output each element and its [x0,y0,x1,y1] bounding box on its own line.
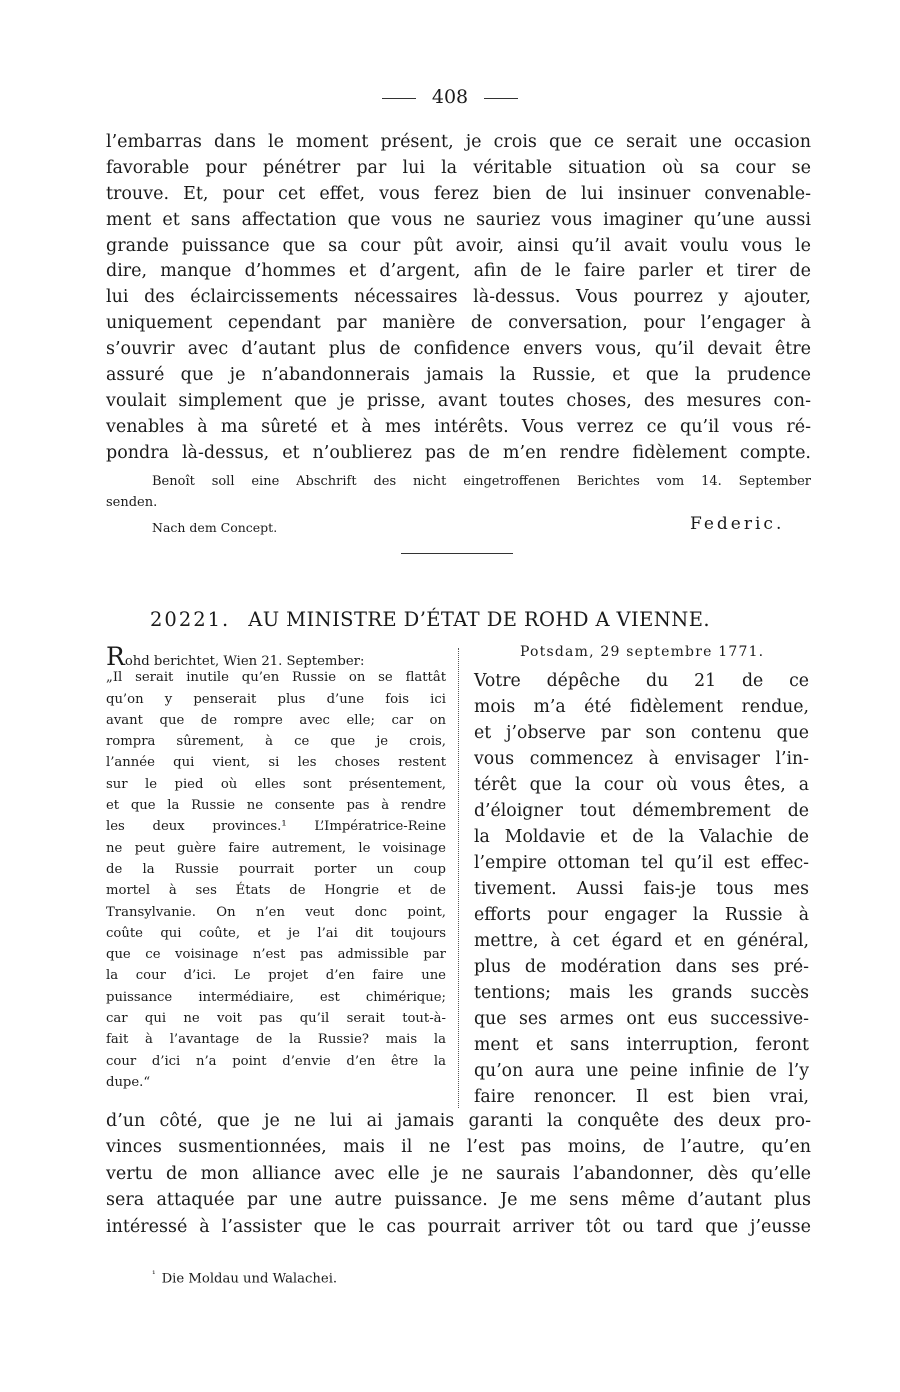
quote-line: les deux provinces.¹ L’Impératrice-Reine [106,819,446,835]
text-line: pondra là-dessus, et n’oublierez pas de m’en rendre fidèlement compte. [106,442,811,463]
quote-line: l’année qui vient, si les choses restent [106,755,446,771]
text-line: lui des éclaircissements nécessaires là-dessus. Vous pourrez y ajouter, [106,287,811,308]
header-dash-right [484,98,518,99]
letter-line: Votre dépêche du 21 de ce [474,671,809,691]
letter-line: vinces susmentionnées, mais il ne l’est pas moins, de l’autre, qu’en [106,1137,811,1158]
text-line: venables à ma sûreté et à mes intérêts. Vous verrez ce qu’il vous ré- [106,416,811,437]
letter-line: mois m’a été fidèlement rendue, [474,697,809,717]
letter-line: la Moldavie et de la Valachie de [474,827,809,847]
letter-line: vous commencez à envisager l’in- [474,749,809,769]
letter-line: intéressé à l’assister que le cas pourrait arriver tôt ou tard que j’eusse [106,1216,811,1237]
quote-line: avant que de rompre avec elle; car on [106,712,446,728]
quote-line: la cour d’ici. Le projet d’en faire une [106,968,446,984]
text-line: s’ouvrir avec d’autant plus de confidence envers vous, qu’il devait être [106,339,811,360]
note-line: senden. [106,495,158,510]
letter-line: ment et sans interruption, feront [474,1035,809,1055]
initial-letter: R [106,642,125,671]
letter-line: d’un côté, que je ne lui ai jamais garanti la conquête des deux pro- [106,1111,811,1131]
text-line: uniquement cependant par manière de conversation, pour l’engager à [106,313,811,334]
quote-line: fait à l’avantage de la Russie? mais la [106,1032,446,1048]
letter-line: mettre, à cet égard et en général, [474,931,809,951]
letter-body-continued [106,1108,811,1240]
report-intro-text: ohd berichtet, Wien 21. September: [124,654,365,669]
letter-line: plus de modération dans ses pré- [474,957,809,977]
concept-note: Nach dem Concept. [152,520,278,535]
report-intro [106,642,446,671]
letter-title: AU MINISTRE D’ÉTAT DE ROHD A VIENNE. [248,608,710,631]
editorial-note [152,471,811,492]
column-divider [458,648,459,1108]
section-divider [401,553,513,554]
text-line: trouve. Et, pour cet effet, vous ferez bien de lui insinuer convenable- [106,183,811,204]
quote-line: cour d’ici n’a point d’envie d’en être la [106,1053,446,1069]
letter-line: sera attaquée par une autre puissance. Je me sens même d’autant plus [106,1190,811,1211]
quote-line: „Il serait inutile qu’en Russie on se flattât [106,670,446,686]
editorial-note-cont [106,492,811,513]
text-line: l’embarras dans le moment présent, je crois que ce serait une occasion [106,132,811,152]
letter-line: efforts pour engager la Russie à [474,905,809,925]
quote-line: rompra sûrement, à ce que je crois, [106,734,446,750]
letter-line: l’empire ottoman tel qu’il est effec- [474,853,809,873]
quote-line: sur le pied où elles sont présentement, [106,776,446,792]
letter-line: tivement. Aussi fais-je tous mes [474,879,809,899]
page-number: 408 [431,86,469,108]
footnote-text: Die Moldau und Walachei. [161,1271,338,1287]
quote-line: dupe.“ [106,1074,151,1090]
quote-line: mortel à ses États de Hongrie et de [106,883,446,899]
footnote [152,1270,337,1286]
quote-line: de la Russie pourrait porter un coup [106,861,446,877]
letter-number: 20221. [150,608,231,631]
letter-heading [150,608,770,631]
text-line: assuré que je n’abandonnerais jamais la Russie, et que la prudence [106,365,811,386]
quote-line: ne peut guère faire autrement, le voisinage [106,840,446,856]
text-line: grande puissance que sa cour pût avoir, ainsi qu’il avait voulu vous le [106,235,811,256]
quote-line: que ce voisinage n’est pas admissible par [106,947,446,963]
quote-line: coûte qui coûte, et je l’ai dit toujours [106,925,446,941]
text-line: favorable pour pénétrer par lui la véritable situation où sa cour se [106,157,811,178]
quote-line: car qui ne voit pas qu’il serait tout-à- [106,1011,446,1027]
report-summary-column [106,642,446,1093]
note-line: Benoît soll eine Abschrift des nicht eingetroffenen Berichtes vom 14. September [152,474,811,489]
letter-line: d’éloigner tout démembrement de [474,801,809,821]
quote-line: puissance intermédiaire, est chimérique; [106,989,446,1005]
letter-line: térêt que la cour où vous êtes, a [474,775,809,795]
quote-line: qu’on y penserait plus d’une fois ici [106,691,446,707]
text-line: voulait simplement que je prisse, avant toutes choses, des mesures con- [106,390,811,411]
letter-line: et j’observe par son contenu que [474,723,809,743]
dateline: Potsdam, 29 septembre 1771. [520,644,765,660]
text-line: dire, manque d’hommes et d’argent, afin de le faire parler et tirer de [106,261,811,282]
letter-line: faire renoncer. Il est bien vrai, [474,1087,809,1107]
letter-line: qu’on aura une peine infinie de l’y [474,1061,809,1081]
quote-line: Transylvanie. On n’en veut donc point, [106,904,446,920]
header-dash-left [382,98,416,99]
text-line: ment et sans affectation que vous ne sauriez vous imaginer qu’une aussi [106,209,811,230]
footnote-mark: ¹ [152,1270,156,1280]
letter-line: que ses armes ont eus successive- [474,1009,809,1029]
signature: Federic. [690,514,785,534]
letter-body-column [474,668,809,1110]
top-paragraph [106,130,811,467]
quote-line: et que la Russie ne consente pas à rendre [106,798,446,814]
letter-line: vertu de mon alliance avec elle je ne saurais l’abandonner, dès qu’elle [106,1163,811,1184]
page-header [0,86,900,108]
letter-line: tentions; mais les grands succès [474,983,809,1003]
